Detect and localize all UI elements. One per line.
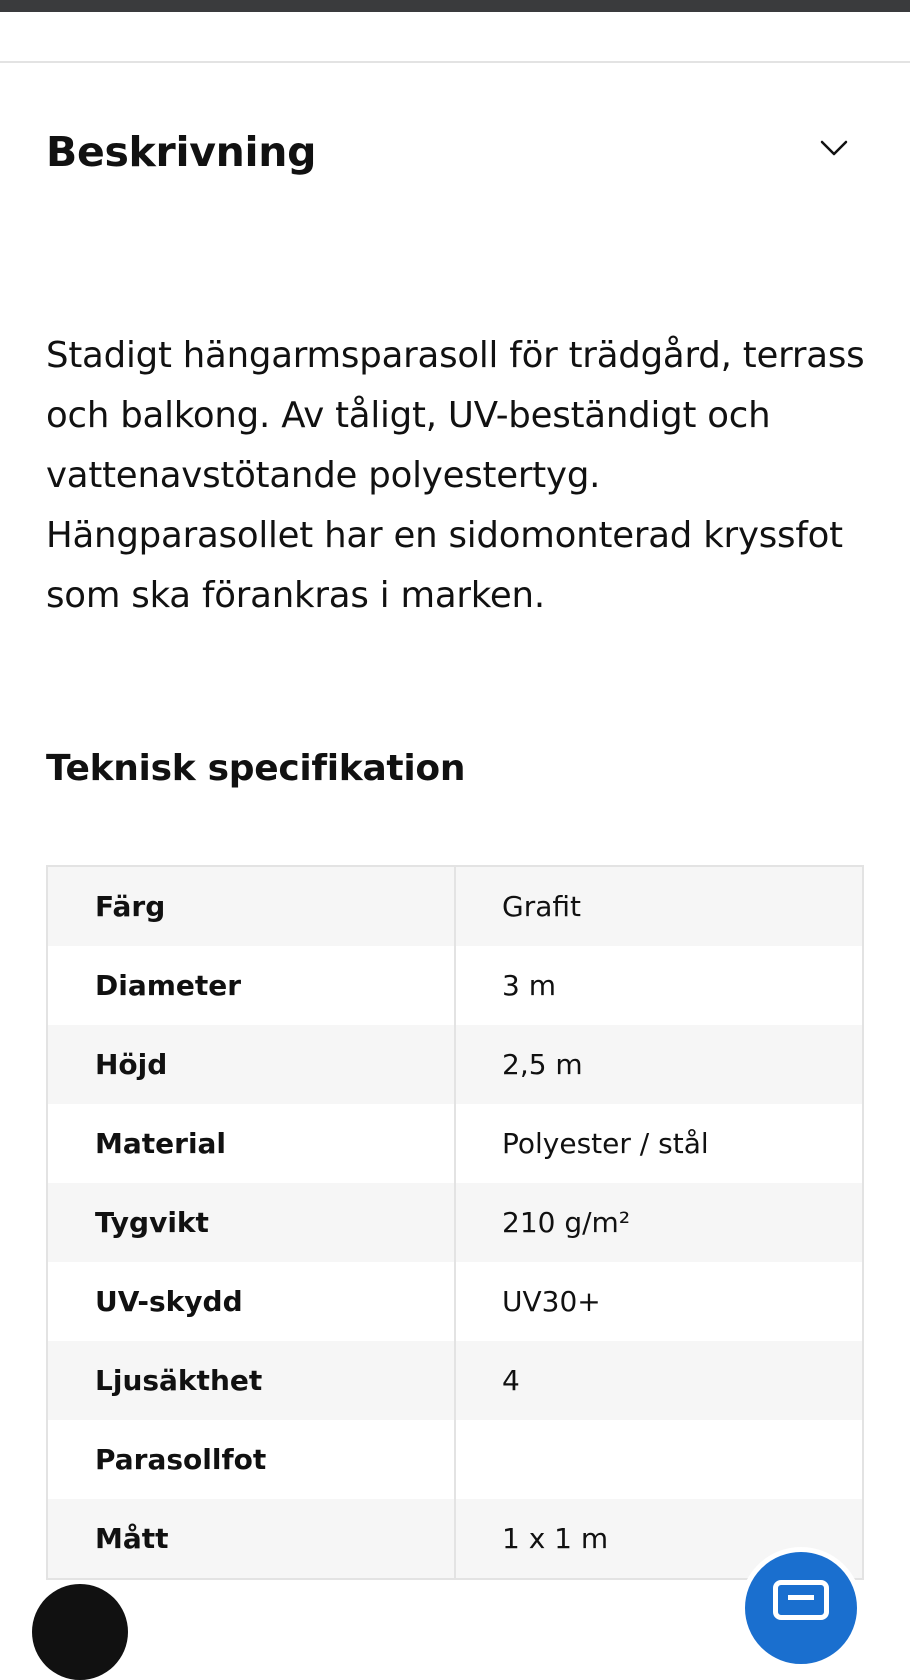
spec-row [48,1420,862,1499]
spec-label: Ljusäkthet [48,1341,456,1420]
spec-row [48,1104,862,1183]
spec-table [46,865,864,1580]
spec-value: 1 x 1 m [502,1522,609,1555]
spec-title: Teknisk specifikation [46,748,466,789]
header-divider [0,61,910,63]
spec-label: Diameter [48,946,456,1025]
description-accordion-header[interactable] [0,108,910,192]
chat-icon [773,1580,829,1620]
spec-label: UV-skydd [48,1262,456,1341]
spec-label: Färg [48,867,456,946]
spec-row [48,946,862,1025]
spec-value: Grafit [502,890,581,923]
description-title: Beskrivning [46,128,317,176]
spec-value: 4 [502,1364,520,1397]
spec-value: 210 g/m² [502,1206,631,1239]
spec-value [456,1420,862,1499]
floating-action-button[interactable] [32,1584,128,1680]
spec-row [48,1341,862,1420]
spec-value: 2,5 m [502,1048,583,1081]
spec-value: 3 m [502,969,556,1002]
spec-row [48,867,862,946]
spec-label: Parasollfot [48,1420,456,1499]
description-text: Stadigt hängarmsparasoll för trädgård, terrass och balkong. Av tåligt, UV-beständigt och vattenavstötande polyestertyg. Hängparasollet har en sidomonterad kryssfot som ska förankras i marken. [46,335,865,616]
spec-value: UV30+ [502,1285,601,1318]
top-bar [0,0,910,12]
chat-button[interactable] [740,1547,862,1669]
spec-label: Material [48,1104,456,1183]
spec-value: Polyester / stål [502,1127,709,1160]
spec-label: Tygvikt [48,1183,456,1262]
spec-label: Höjd [48,1025,456,1104]
chat-icon-line [788,1595,814,1600]
spec-label: Mått [48,1499,456,1578]
spec-row [48,1025,862,1104]
spec-row [48,1262,862,1341]
chevron-down-icon[interactable] [818,132,850,164]
spec-row [48,1499,862,1578]
spec-row [48,1183,862,1262]
